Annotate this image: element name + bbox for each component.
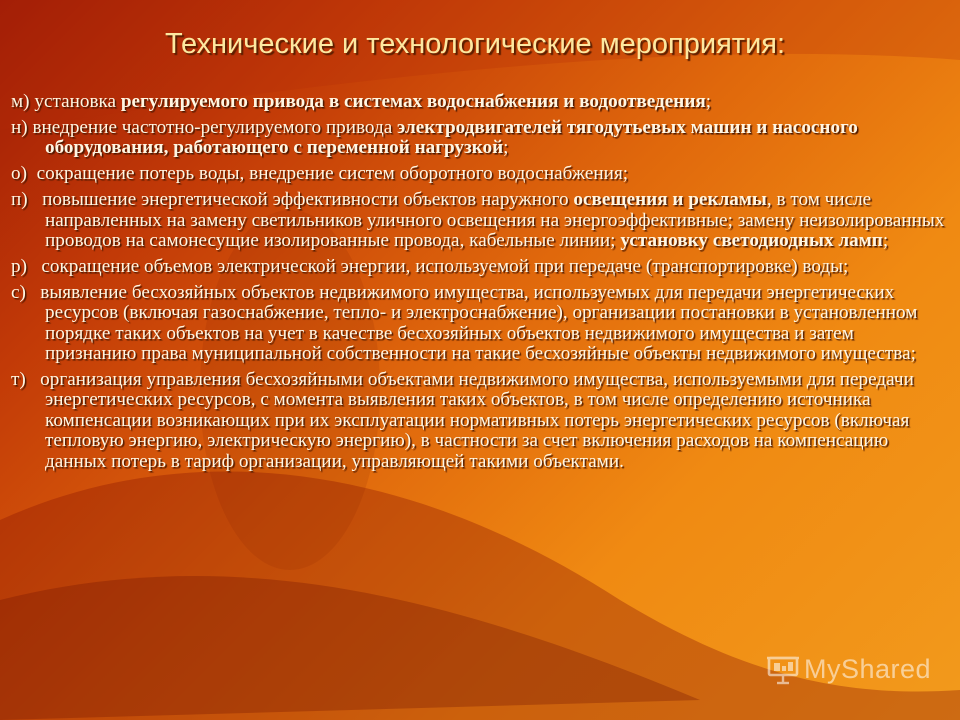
- item-text-bold: освещения и рекламы: [573, 189, 767, 211]
- watermark: [766, 654, 931, 685]
- projector-screen-icon: [766, 655, 800, 685]
- item-text-bold: регулируемого привода в системах водоснабжения и водоотведения: [120, 91, 706, 112]
- item-text: организация управления бесхозяйными объектами недвижимого имущества, используемыми для передачи энергетических ресурсов, с момента выявления таких объектов, в том числе определению источника компенсации возникающих при их эксплуатации нормативных потерь энергетических ресурсов (включая тепловую энергию, электрическую энергию), в частности за счет включения расходов на компенсацию данных потерь в тариф организации, управляющей такими объектами.: [25, 368, 919, 472]
- list-item: [11, 190, 946, 251]
- item-text: установка: [29, 91, 121, 112]
- item-text-bold: установку светодиодных ламп: [620, 229, 883, 251]
- item-text: ;: [882, 229, 889, 251]
- list-item: [11, 164, 946, 184]
- list-item: [11, 283, 946, 365]
- item-letter: р): [11, 255, 27, 277]
- slide-content: [11, 92, 946, 477]
- watermark-text: MyShared: [804, 654, 932, 684]
- item-letter: с): [11, 281, 26, 303]
- item-letter: п): [11, 189, 28, 211]
- item-text: сокращение объемов электрической энергии, используемой при передаче (транспортировке) воды;: [26, 255, 849, 277]
- item-text: ;: [503, 137, 509, 159]
- list-item: [11, 118, 946, 159]
- item-text: сокращение потерь воды, внедрение систем оборотного водоснабжения;: [26, 163, 629, 185]
- list-item: [11, 257, 946, 277]
- list-item: [11, 370, 946, 472]
- item-text: внедрение частотно-регулируемого привода: [27, 116, 398, 138]
- item-letter: о): [11, 163, 27, 185]
- item-text-bold: электродвигателей тягодутьевых машин и насосного оборудования, работающего с переменной нагрузкой: [45, 116, 858, 159]
- list-item: [11, 92, 946, 112]
- item-text: выявление бесхозяйных объектов недвижимого имущества, используемых для передачи энергетических ресурсов (включая газоснабжение, тепло- и электроснабжение), организации постановки в установленном порядке таких объектов на учет в качестве бесхозяйных объектов недвижимого имущества и затем признанию права муниципальной собственности на такие бесхозяйные объекты недвижимого имущества;: [25, 281, 923, 364]
- item-text: повышение энергетической эффективности объектов наружного: [27, 189, 574, 211]
- item-text: , в том числе направленных на замену светильников уличного освещения на энергоэффективные; замену неизолированных проводов на самонесущие изолированные провода, кабельные линии;: [45, 189, 945, 251]
- slide-title: Технические и технологические мероприятия:: [164, 28, 786, 60]
- item-text: ;: [705, 91, 712, 112]
- item-letter: м): [11, 91, 30, 112]
- item-letter: т): [11, 368, 26, 390]
- item-letter: н): [11, 116, 28, 138]
